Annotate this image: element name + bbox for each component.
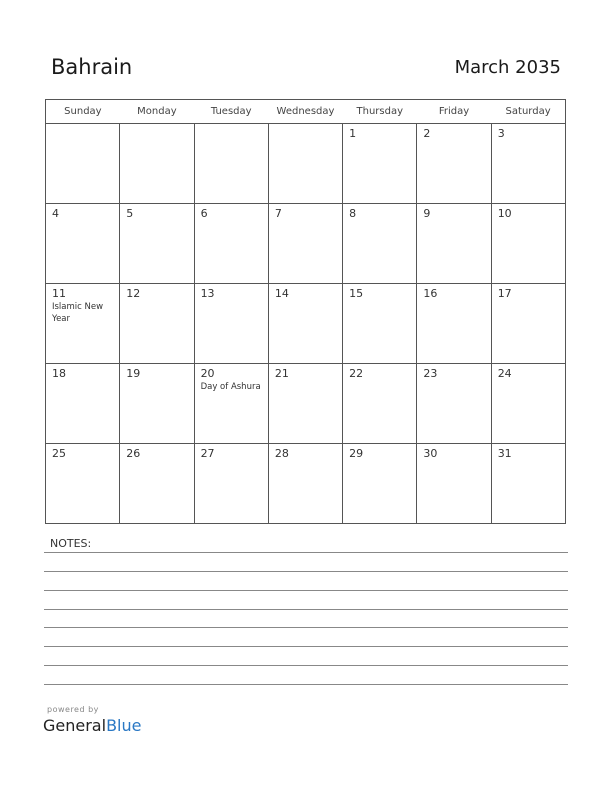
day-number: 13	[200, 287, 215, 300]
day-cell	[343, 444, 417, 524]
generalblue-logo	[43, 716, 141, 735]
day-number: 4	[52, 207, 59, 220]
holiday-label: Islamic New Year	[52, 302, 104, 324]
notes-line	[44, 590, 568, 591]
weekday-header: Wednesday	[268, 100, 342, 124]
day-number: 29	[349, 447, 364, 460]
day-number: 16	[423, 287, 438, 300]
notes-line	[44, 665, 568, 666]
weekday-header: Tuesday	[194, 100, 268, 124]
day-cell	[417, 364, 491, 444]
week-row	[46, 124, 566, 204]
day-cell	[343, 364, 417, 444]
notes-label: NOTES:	[50, 537, 92, 550]
day-cell	[268, 444, 342, 524]
notes-line	[44, 552, 568, 553]
day-cell	[268, 124, 342, 204]
day-number: 25	[52, 447, 66, 460]
day-cell	[194, 364, 268, 444]
notes-line	[44, 627, 568, 628]
calendar-grid	[45, 99, 566, 524]
weekday-header: Friday	[417, 100, 491, 124]
day-number: 11	[52, 287, 66, 300]
weekday-header: Thursday	[343, 100, 417, 124]
day-number: 9	[423, 207, 431, 220]
day-cell	[46, 204, 120, 284]
day-number: 23	[423, 367, 438, 380]
holiday-label: Day of Ashura	[200, 382, 261, 392]
day-cell	[417, 284, 491, 364]
day-cell	[194, 124, 268, 204]
day-cell	[343, 204, 417, 284]
day-cell	[491, 444, 565, 524]
day-number: 22	[349, 367, 364, 380]
day-number: 14	[274, 287, 289, 300]
notes-line	[44, 684, 568, 685]
day-cell	[343, 284, 417, 364]
week-row	[46, 284, 566, 364]
day-cell	[120, 204, 194, 284]
powered-by-text: powered by	[47, 705, 99, 714]
logo-text-blue: Blue	[106, 716, 142, 735]
day-number: 8	[349, 207, 357, 220]
day-number: 10	[497, 207, 512, 220]
day-number: 17	[497, 287, 512, 300]
day-number: 5	[126, 207, 134, 220]
day-cell	[491, 204, 565, 284]
day-cell	[46, 124, 120, 204]
day-number: 30	[423, 447, 438, 460]
day-number: 7	[274, 207, 282, 220]
day-number: 26	[126, 447, 141, 460]
day-cell	[46, 444, 120, 524]
day-cell	[491, 284, 565, 364]
day-cell	[120, 364, 194, 444]
day-cell	[491, 124, 565, 204]
day-number: 3	[497, 127, 505, 140]
day-number: 19	[126, 367, 141, 380]
day-number: 2	[423, 127, 431, 140]
weekday-header-row	[46, 100, 566, 124]
week-row	[46, 364, 566, 444]
day-cell	[194, 444, 268, 524]
day-number: 20	[200, 367, 215, 380]
notes-line	[44, 646, 568, 647]
day-cell	[417, 124, 491, 204]
country-title: Bahrain	[51, 55, 133, 79]
day-cell	[46, 364, 120, 444]
day-cell	[417, 444, 491, 524]
day-cell	[343, 124, 417, 204]
day-number: 18	[52, 367, 66, 380]
day-number: 24	[497, 367, 512, 380]
day-number: 15	[349, 287, 364, 300]
day-number: 12	[126, 287, 141, 300]
day-cell	[417, 204, 491, 284]
day-cell	[268, 284, 342, 364]
notes-line	[44, 571, 568, 572]
notes-line	[44, 609, 568, 610]
week-row	[46, 444, 566, 524]
day-cell	[120, 284, 194, 364]
day-cell	[120, 444, 194, 524]
month-title: March 2035	[454, 57, 561, 78]
day-number: 6	[200, 207, 208, 220]
day-cell	[194, 284, 268, 364]
day-cell	[46, 284, 120, 364]
day-number: 31	[497, 447, 512, 460]
day-cell	[120, 124, 194, 204]
day-number: 21	[274, 367, 289, 380]
day-cell	[194, 204, 268, 284]
weekday-header: Monday	[120, 100, 194, 124]
day-cell	[268, 204, 342, 284]
day-number: 27	[200, 447, 215, 460]
week-row	[46, 204, 566, 284]
weekday-header: Saturday	[491, 100, 565, 124]
weekday-header: Sunday	[46, 100, 120, 124]
day-number: 28	[274, 447, 289, 460]
day-cell	[268, 364, 342, 444]
logo-text-general: General	[43, 716, 107, 735]
day-number: 1	[349, 127, 357, 140]
day-cell	[491, 364, 565, 444]
